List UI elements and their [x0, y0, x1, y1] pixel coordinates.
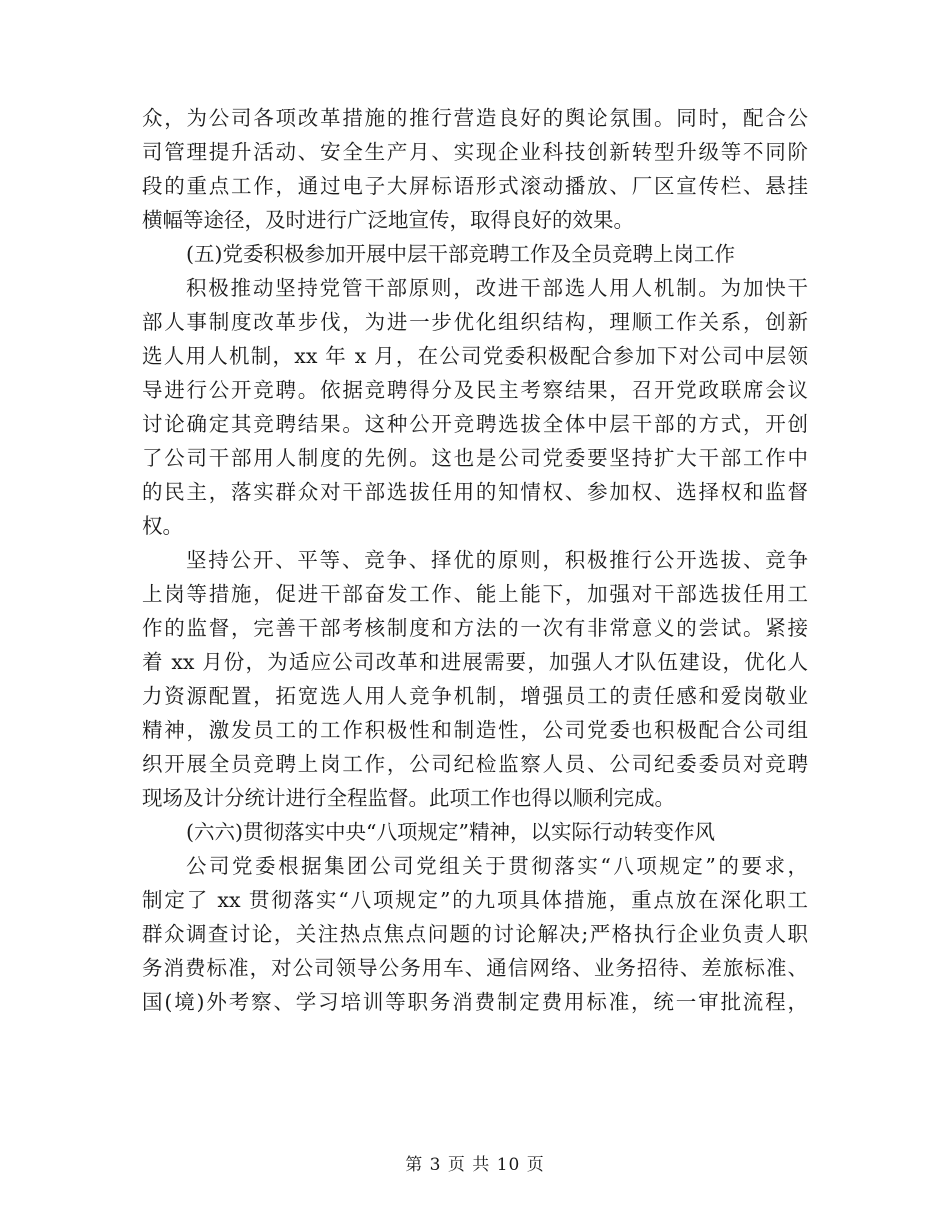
body-text-line: 积极推动坚持党管干部原则，改进干部选人用人机制。为加快干 — [186, 276, 808, 300]
body-text-line: 制定了 xx 贯彻落实“八项规定”的九项具体措施，重点放在深化职工 — [142, 888, 808, 912]
body-text-line: 作的监督，完善干部考核制度和方法的一次有非常意义的尝试。紧接 — [142, 616, 808, 640]
body-text-line: 上岗等措施，促进干部奋发工作、能上能下，加强对干部选拔任用工 — [142, 582, 808, 606]
body-text-line: 公司党委根据集团公司党组关于贯彻落实“八项规定”的要求， — [186, 854, 808, 878]
body-text-line: 坚持公开、平等、竞争、择优的原则，积极推行公开选拔、竞争 — [186, 548, 808, 572]
document-body — [142, 101, 808, 1019]
page-number-footer: 第 3 页 共 10 页 — [405, 1155, 545, 1175]
body-text-line: 了公司干部用人制度的先例。这也是公司党委要坚持扩大干部工作中 — [142, 446, 808, 470]
body-text-line: 段的重点工作，通过电子大屏标语形式滚动播放、厂区宣传栏、悬挂 — [142, 174, 808, 198]
body-text-line: 现场及计分统计进行全程监督。此项工作也得以顺利完成。 — [142, 786, 675, 810]
body-text-line: 导进行公开竞聘。依据竞聘得分及民主考察结果，召开党政联席会议 — [142, 378, 808, 402]
body-text-line: 力资源配置，拓宽选人用人竞争机制，增强员工的责任感和爱岗敬业 — [142, 684, 808, 708]
section-heading: (六六)贯彻落实中央“八项规定”精神，以实际行动转变作风 — [186, 820, 715, 844]
body-text-line: 务消费标准，对公司领导公务用车、通信网络、业务招待、差旅标准、 — [142, 956, 808, 980]
body-text-line: 国(境)外考察、学习培训等职务消费制定费用标准，统一审批流程， — [142, 990, 808, 1014]
body-text-line: 权。 — [142, 514, 183, 538]
body-text-line: 着 xx 月份，为适应公司改革和进展需要，加强人才队伍建设，优化人 — [142, 650, 808, 674]
body-text-line: 的民主，落实群众对干部选拔任用的知情权、参加权、选择权和监督 — [142, 480, 808, 504]
body-text-line: 选人用人机制，xx 年 x 月，在公司党委积极配合参加下对公司中层领 — [142, 344, 808, 368]
section-heading: (五)党委积极参加开展中层干部竞聘工作及全员竞聘上岗工作 — [186, 242, 735, 266]
body-text-line: 织开展全员竞聘上岗工作，公司纪检监察人员、公司纪委委员对竞聘 — [142, 752, 808, 776]
body-text-line: 部人事制度改革步伐，为进一步优化组织结构，理顺工作关系，创新 — [142, 310, 808, 334]
body-text-line: 司管理提升活动、安全生产月、实现企业科技创新转型升级等不同阶 — [142, 140, 808, 164]
body-text-line: 精神，激发员工的工作积极性和制造性，公司党委也积极配合公司组 — [142, 718, 808, 742]
body-text-line: 横幅等途径，及时进行广泛地宣传，取得良好的效果。 — [142, 208, 634, 232]
body-text-line: 众，为公司各项改革措施的推行营造良好的舆论氛围。同时，配合公 — [142, 106, 808, 130]
body-text-line: 群众调查讨论，关注热点焦点问题的讨论解决;严格执行企业负责人职 — [142, 922, 808, 946]
body-text-line: 讨论确定其竞聘结果。这种公开竞聘选拔全体中层干部的方式，开创 — [142, 412, 808, 436]
